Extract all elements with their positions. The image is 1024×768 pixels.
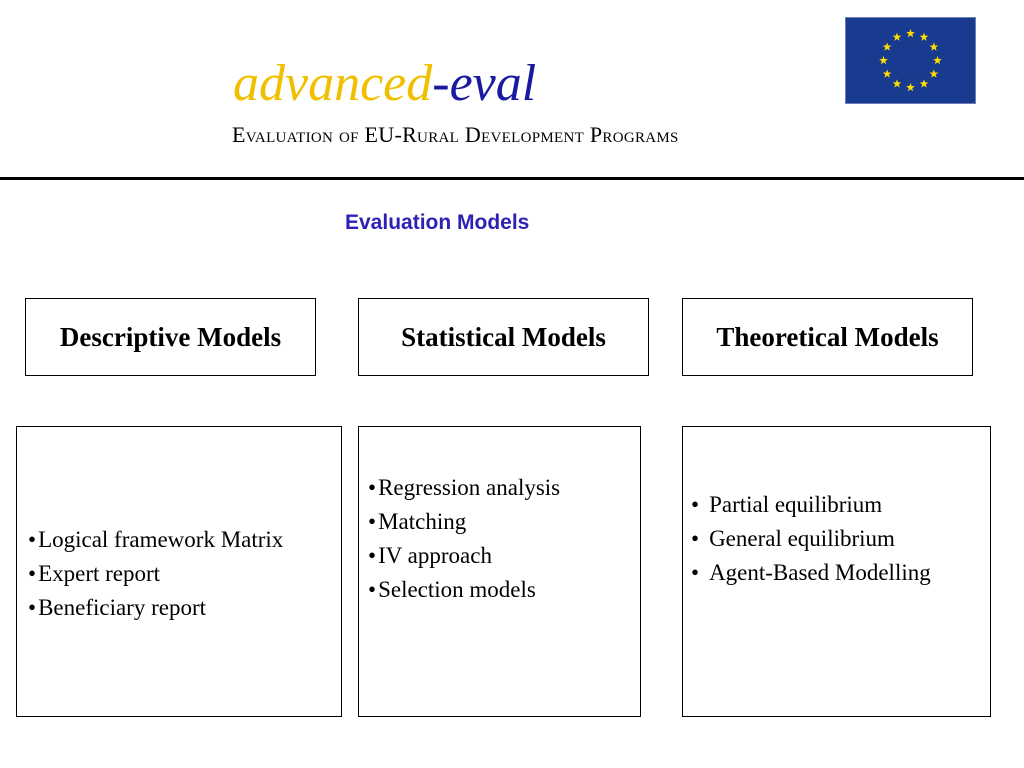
statistical-models-list-box [358,426,641,717]
descriptive-models-list-box [16,426,342,717]
flag-star-icon [893,79,902,87]
brand-title-part1: advanced [233,55,433,112]
header-divider [0,177,1024,180]
flag-star-icon [920,79,929,87]
flag-star-icon [930,42,939,50]
statistical-models-header: Statistical Models [358,298,649,376]
flag-star-icon [933,56,942,64]
statistical-models-list [368,471,560,607]
list-item: •Expert report [28,560,161,586]
flag-star-icon [879,56,888,64]
flag-star-icon [883,42,892,50]
descriptive-models-header: Descriptive Models [25,298,316,376]
list-item: •Selection models [368,576,536,602]
theoretical-models-list-box [682,426,991,717]
list-item: •Beneficiary report [28,594,207,620]
flag-star-icon [893,33,902,41]
flag-star-icon [883,69,892,77]
list-item: • General equilibrium [691,525,895,551]
section-title: Evaluation Models [345,211,530,234]
flag-star-icon [906,29,915,37]
flag-star-icon [930,69,939,77]
eu-flag-stars [846,18,975,103]
eu-flag-icon [845,17,976,104]
list-item: • Partial equilibrium [691,491,883,517]
brand-title-part2: -eval [432,55,537,112]
list-item: •Regression analysis [368,474,561,500]
brand-title [233,52,536,116]
flag-star-icon [920,33,929,41]
flag-star-icon [906,83,915,91]
descriptive-models-list [28,523,283,625]
subtitle: Evaluation of EU-Rural Development Programs [232,122,679,147]
theoretical-models-list [691,488,931,590]
theoretical-models-header: Theoretical Models [682,298,973,376]
list-item: • Agent-Based Modelling [691,559,931,585]
list-item: •IV approach [368,542,492,568]
list-item: •Logical framework Matrix [28,526,284,552]
list-item: •Matching [368,508,467,534]
